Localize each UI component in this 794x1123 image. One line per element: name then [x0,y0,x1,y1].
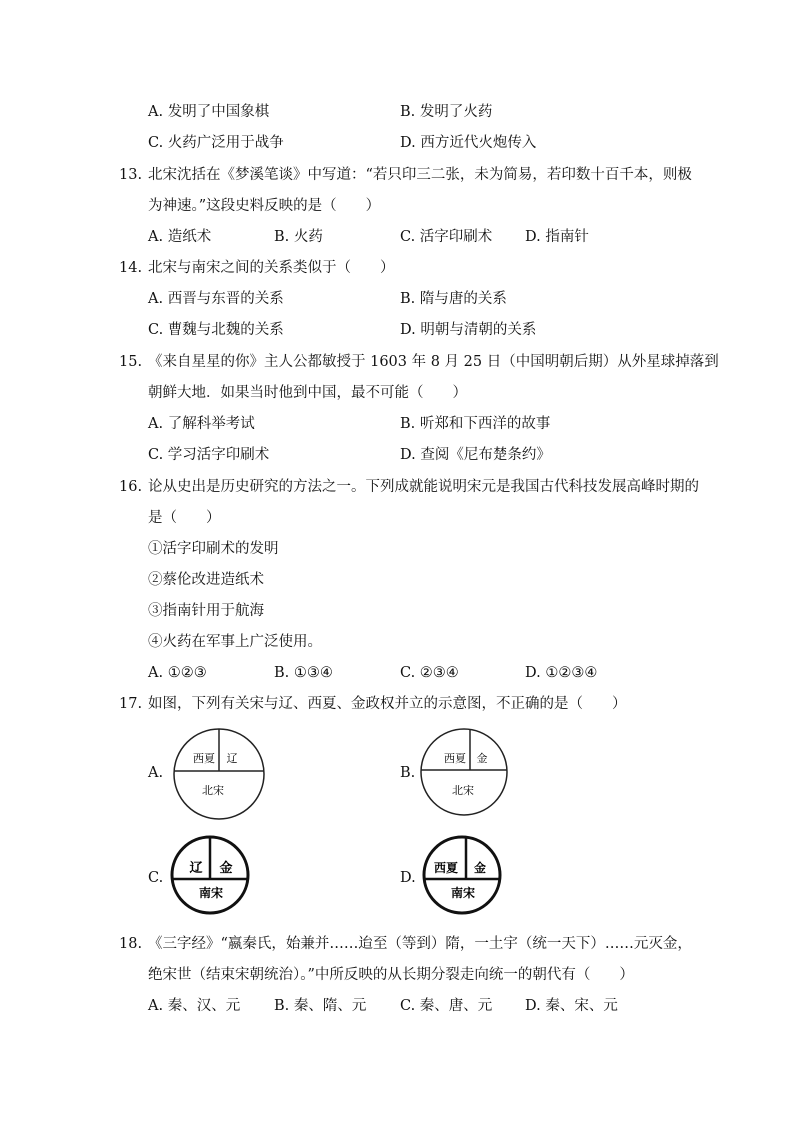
q12-option-c[interactable]: C. 火药广泛用于战争 [148,135,284,151]
q17-option-b[interactable]: B. [400,765,416,781]
diagram-circle [421,729,507,815]
q15-option-b[interactable]: B. 听郑和下西洋的故事 [400,416,551,432]
q18-option-d[interactable]: D. 秦、宋、元 [525,998,618,1014]
region-label: 西夏 [444,752,466,765]
region-label: 金 [219,861,233,876]
statement-item: ④火药在军事上广泛使用。 [148,634,322,650]
q12-option-a[interactable]: A. 发明了中国象棋 [148,104,270,120]
question-text: 北宋与南宋之间的关系类似于（ ） [148,260,395,276]
q12-option-b[interactable]: B. 发明了火药 [400,104,493,120]
region-label: 南宋 [198,886,224,900]
region-label: 金 [476,752,488,765]
q18-option-c[interactable]: C. 秦、唐、元 [400,998,493,1014]
region-label: 西夏 [193,752,215,765]
q15-option-a[interactable]: A. 了解科举考试 [148,416,255,432]
q14-option-a[interactable]: A. 西晋与东晋的关系 [148,291,284,307]
question-text: 如图，下列有关宋与辽、西夏、金政权并立的示意图，不正确的是（ ） [148,696,627,712]
q13-option-c[interactable]: C. 活字印刷术 [400,229,493,245]
q13-option-a[interactable]: A. 造纸术 [148,229,212,245]
statement-item: ③指南针用于航海 [148,603,264,619]
region-label: 辽 [226,752,238,765]
q14-option-b[interactable]: B. 隋与唐的关系 [400,291,507,307]
q15-option-c[interactable]: C. 学习活字印刷术 [148,447,270,463]
question-number: 14. [119,260,143,276]
question-text: 《三字经》“嬴秦氏，始兼并……迨至（等到）隋，一土宇（统一天下）……元灭金， [148,936,692,952]
q16-option-d[interactable]: D. ①②③④ [525,665,598,681]
question-number: 15. [119,354,143,370]
q16-option-c[interactable]: C. ②③④ [400,665,459,681]
diagram-circle [424,837,500,913]
q17-option-a[interactable]: A. [148,765,164,781]
q17-diagram-d [422,834,504,916]
q18-option-a[interactable]: A. 秦、汉、元 [148,998,241,1014]
q17-diagram-c [170,834,252,916]
region-label: 北宋 [202,784,224,797]
question-text: 朝鲜大地．如果当时他到中国，最不可能（ ） [148,385,467,401]
question-number: 18. [119,936,143,952]
region-label: 北宋 [452,784,474,797]
q17-diagram-a [168,724,268,824]
question-text: 论从史出是历史研究的方法之一。下列成就能说明宋元是我国古代科技发展高峰时期的 [148,479,699,495]
question-number: 13. [119,167,143,183]
q14-option-c[interactable]: C. 曹魏与北魏的关系 [148,322,284,338]
question-text: 《来自星星的你》主人公都敏授于 1603 年 8 月 25 日（中国明朝后期）从外星球掉落到 [148,354,719,370]
q13-option-b[interactable]: B. 火药 [274,229,323,245]
q17-option-c[interactable]: C. [148,870,164,886]
region-label: 西夏 [433,861,459,875]
q12-option-d[interactable]: D. 西方近代火炮传入 [400,135,537,151]
question-text: 为神速。”这段史料反映的是（ ） [148,198,381,214]
q18-option-b[interactable]: B. 秦、隋、元 [274,998,367,1014]
region-label: 南宋 [450,886,476,900]
region-label: 辽 [189,861,203,876]
question-text: 绝宋世（结束宋朝统治）。”中所反映的从长期分裂走向统一的朝代有（ ） [148,967,634,983]
q14-option-d[interactable]: D. 明朝与清朝的关系 [400,322,537,338]
region-label: 金 [473,861,487,875]
question-number: 17. [119,696,143,712]
q17-diagram-b [420,724,520,824]
q15-option-d[interactable]: D. 查阅《尼布楚条约》 [400,447,551,463]
q17-option-d[interactable]: D. [400,870,416,886]
q16-option-a[interactable]: A. ①②③ [148,665,207,681]
statement-item: ②蔡伦改进造纸术 [148,572,264,588]
question-text: 北宋沈括在《梦溪笔谈》中写道：“若只印三二张，未为简易，若印数十百千本，则极 [148,167,692,183]
question-number: 16. [119,479,143,495]
q13-option-d[interactable]: D. 指南针 [525,229,589,245]
statement-item: ①活字印刷术的发明 [148,541,279,557]
question-text: 是（ ） [148,510,221,526]
q16-option-b[interactable]: B. ①③④ [274,665,333,681]
